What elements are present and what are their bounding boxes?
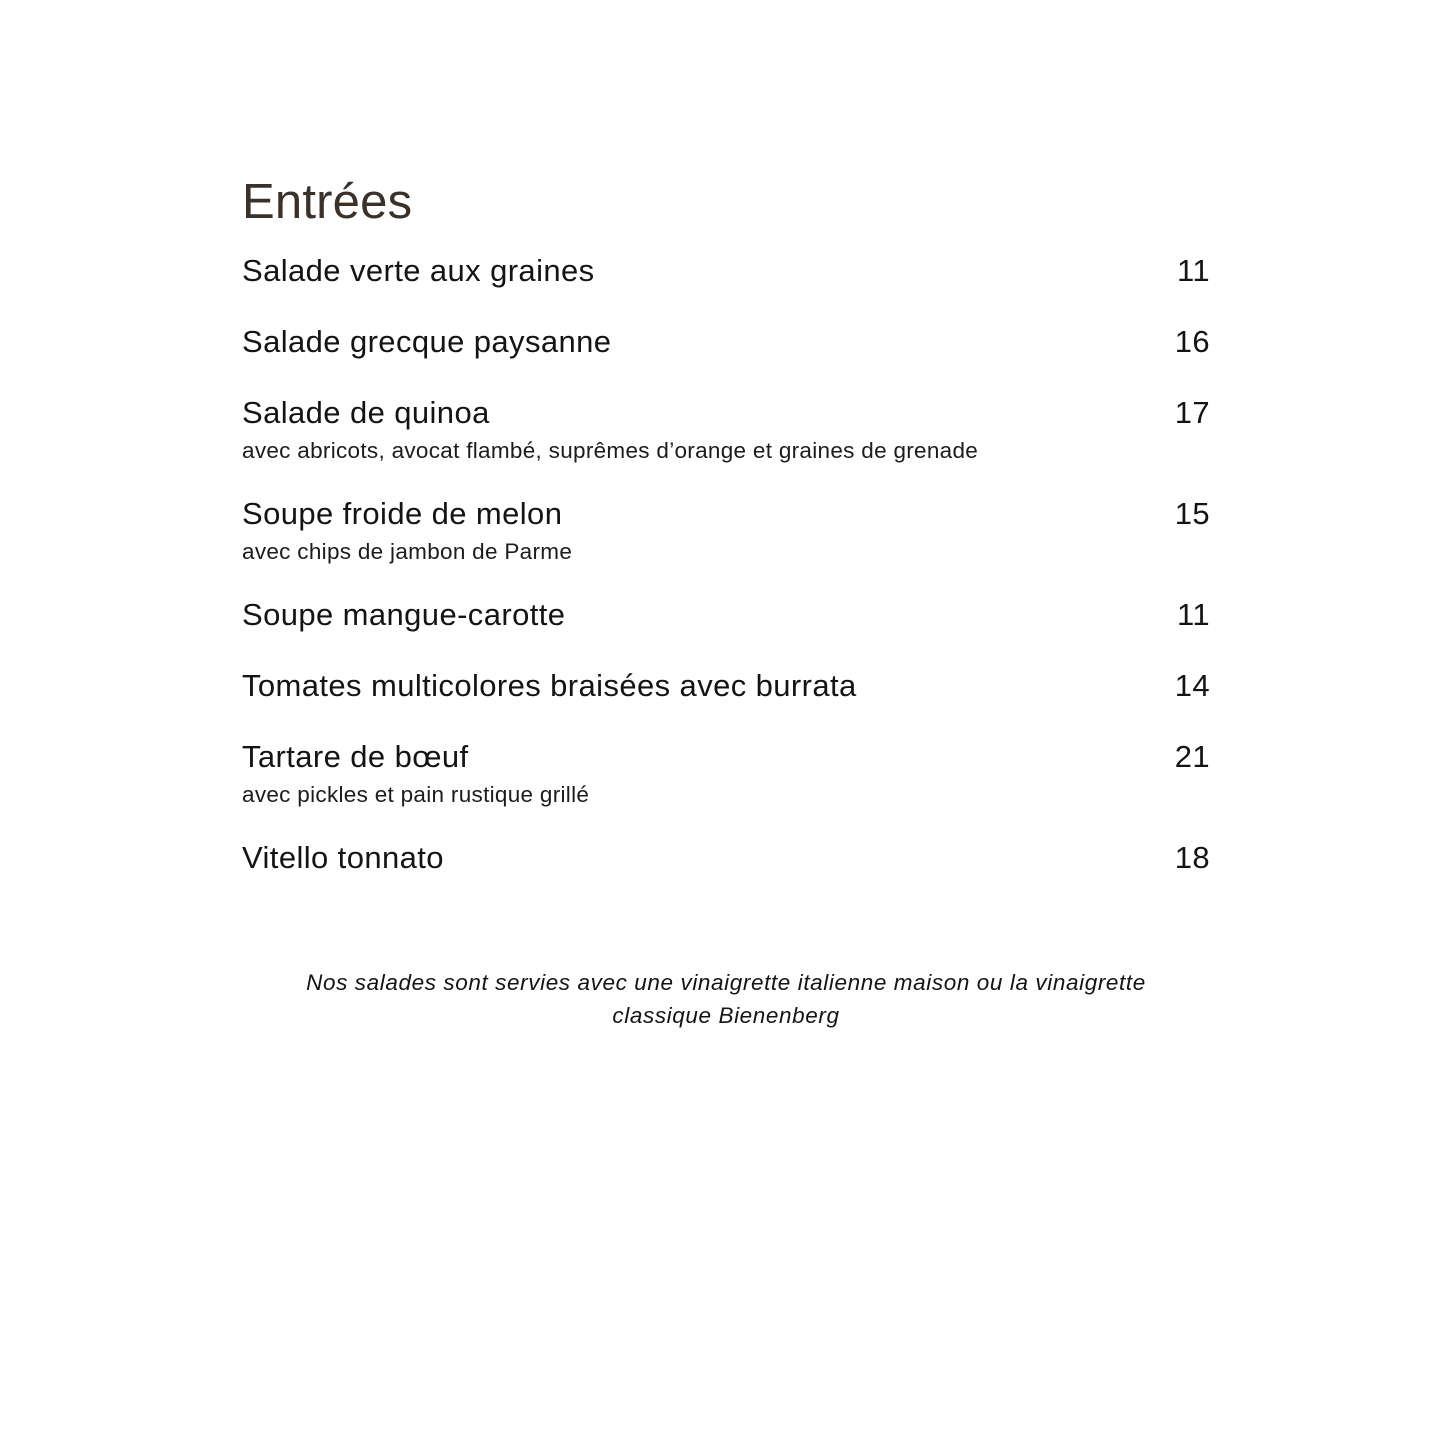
menu-item [242, 734, 1210, 810]
menu-item-row [242, 835, 1210, 881]
menu-item-row [242, 248, 1210, 294]
menu-item-description: avec chips de jambon de Parme [242, 539, 573, 564]
menu-item-name: Salade de quinoa [242, 395, 490, 430]
salad-dressing-note [242, 966, 1210, 1032]
menu-item-row [242, 390, 1210, 436]
menu-item-price: 11 [1177, 597, 1210, 632]
menu-section [242, 170, 1210, 906]
menu-item [242, 491, 1210, 567]
menu-item [242, 835, 1210, 881]
menu-item-price: 21 [1174, 739, 1210, 774]
menu-item-description: avec abricots, avocat flambé, suprêmes d’orange et graines de grenade [242, 438, 979, 463]
menu-item [242, 248, 1210, 294]
menu-item-price: 14 [1174, 668, 1210, 703]
menu-item [242, 319, 1210, 365]
menu-item-price: 11 [1177, 253, 1210, 288]
menu-item-name: Vitello tonnato [242, 840, 444, 875]
menu-item-name: Soupe mangue-carotte [242, 597, 566, 632]
menu-item-name: Soupe froide de melon [242, 496, 563, 531]
menu-item-name: Tomates multicolores braisées avec burrata [242, 668, 857, 703]
menu-item [242, 390, 1210, 466]
menu-item-price: 15 [1174, 496, 1210, 531]
note-text: Nos salades sont servies avec une vinaigrette italienne maison ou la vinaigrette classique Bienenberg [306, 970, 1146, 1028]
menu-item-name: Tartare de bœuf [242, 739, 469, 774]
menu-item-row [242, 734, 1210, 780]
menu-item [242, 663, 1210, 709]
menu-item-description: avec pickles et pain rustique grillé [242, 782, 590, 807]
menu-item-row [242, 491, 1210, 537]
menu-item-list [242, 248, 1210, 881]
menu-item-price: 16 [1174, 324, 1210, 359]
menu-item-row [242, 319, 1210, 365]
menu-item-price: 18 [1174, 840, 1210, 875]
menu-item-price: 17 [1174, 395, 1210, 430]
menu-item-row [242, 663, 1210, 709]
menu-item-name: Salade verte aux graines [242, 253, 595, 288]
menu-item [242, 592, 1210, 638]
section-title: Entrées [242, 175, 413, 229]
menu-item-name: Salade grecque paysanne [242, 324, 612, 359]
menu-item-row [242, 592, 1210, 638]
